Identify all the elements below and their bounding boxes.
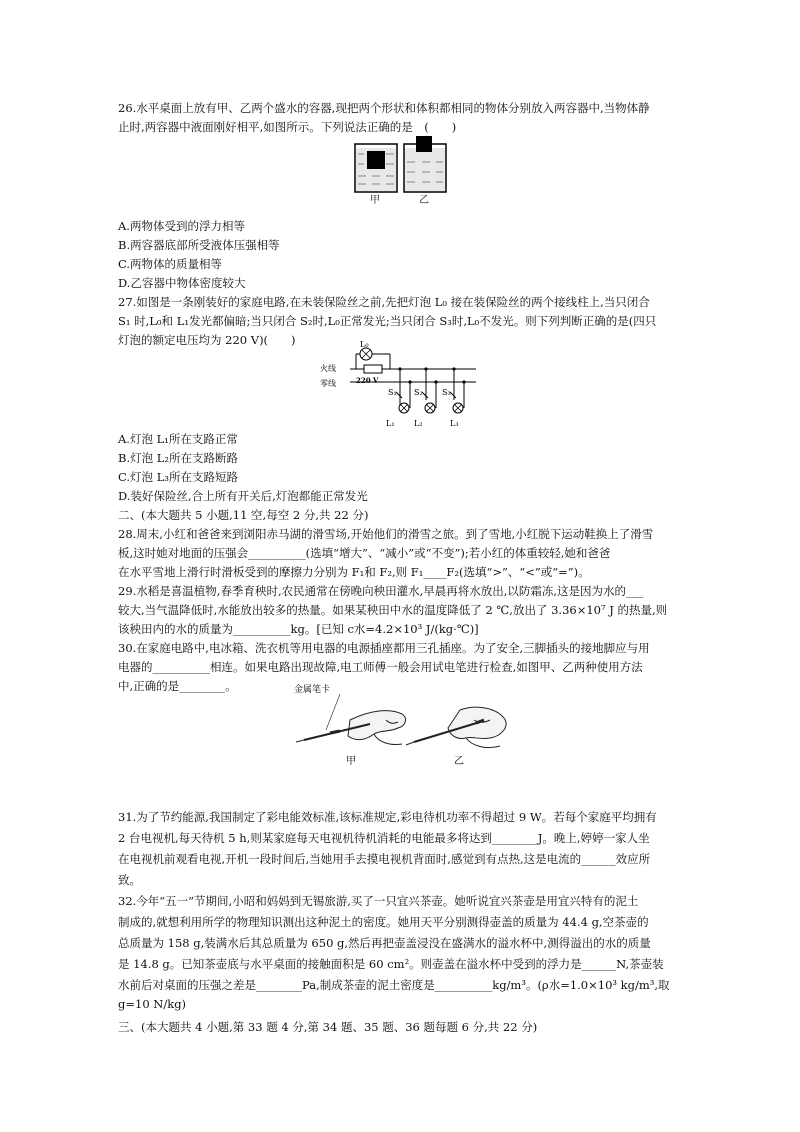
q28-line3: 在水平雪地上滑行时滑板受到的摩擦力分别为 F₁和 F₂,则 F₁____F₂(选填“>”、“<”或“=”)。 — [118, 565, 590, 579]
section-3-heading: 三、(本大题共 4 小题,第 33 题 4 分,第 34 题、35 题、36 题每题 6 分,共 22 分) — [118, 1020, 538, 1034]
q27-circuit-figure — [318, 340, 478, 430]
q27-option-c: C.灯泡 L₃所在支路短路 — [118, 470, 238, 484]
q26-option-c: C.两物体的质量相等 — [118, 257, 223, 271]
q29-line2: 较大,当气温降低时,水能放出较多的热量。如果某秧田中水的温度降低了 2 ℃,放出了 3.36×10⁷ J 的热量,则 — [118, 603, 668, 617]
q31-line1: 31.为了节约能源,我国制定了彩电能效标准,该标准规定,彩电待机功率不得超过 9 W。若每个家庭平均拥有 — [118, 810, 657, 824]
object-jia — [367, 151, 385, 169]
q28-line1: 28.周末,小红和爸爸来到浏阳赤马湖的滑雪场,开始他们的滑雪之旅。到了雪地,小红脱下运动鞋换上了滑雪 — [118, 527, 654, 541]
q30-line1: 30.在家庭电路中,电冰箱、洗衣机等用电器的电源插座都用三孔插座。为了安全,三脚插头的接地脚应与用 — [118, 641, 650, 655]
label-l1: L₁ — [386, 419, 395, 428]
q32-line1: 32.今年“五一”节期间,小昭和妈妈到无锡旅游,买了一只宜兴茶壶。她听说宜兴茶壶是用宜兴特有的泥土 — [118, 894, 639, 908]
q27-stem-line3: 灯泡的额定电压均为 220 V)( ) — [118, 333, 296, 347]
q28-line2: 板,这时她对地面的压强会__________(选填“增大”、“减小”或“不变”);若小红的体重较轻,她和爸爸 — [118, 546, 611, 560]
label-live: 火线 — [320, 364, 336, 373]
q30-label-pen-clip: 金属笔卡 — [294, 685, 331, 695]
q26-label-jia: 甲 — [370, 195, 380, 206]
q32-line6: g=10 N/kg) — [118, 997, 187, 1011]
q26-stem-line2: 止时,两容器中液面刚好相平,如图所示。下列说法正确的是 ( ) — [118, 120, 457, 134]
q32-line5: 水前后对桌面的压强之差是________Pa,制成茶壶的泥土密度是__________kg/m³。(ρ水=1.0×10³ kg/m³,取 — [118, 978, 670, 992]
q31-line2: 2 台电视机,每天待机 5 h,则某家庭每天电视机待机消耗的电能最多将达到________J。晚上,婷婷一家人坐 — [118, 831, 650, 845]
q26-option-b: B.两容器底部所受液体压强相等 — [118, 238, 280, 252]
label-s3: S₃ — [442, 388, 451, 397]
q27-stem-line2: S₁ 时,L₀和 L₁发光都偏暗;当只闭合 S₂时,L₀正常发光;当只闭合 S₃时,L₀不发光。则下列判断正确的是(四只 — [118, 314, 657, 328]
q27-stem-line1: 27.如图是一条刚装好的家庭电路,在未装保险丝之前,先把灯泡 L₀ 接在装保险丝的两个接线柱上,当只闭合 — [118, 295, 650, 309]
q30-label-jia: 甲 — [346, 756, 356, 767]
section-2-heading: 二、(本大题共 5 小题,11 空,每空 2 分,共 22 分) — [118, 508, 369, 522]
q31-line3: 在电视机前观看电视,开机一段时间后,当她用手去摸电视机背面时,感觉到有点热,这是电流的______效应所 — [118, 852, 651, 866]
label-l3: L₃ — [450, 419, 459, 428]
label-s1: S₁ — [388, 388, 397, 397]
label-neutral: 零线 — [320, 379, 336, 388]
q26-option-d: D.乙容器中物体密度较大 — [118, 276, 246, 290]
label-l0: L₀ — [360, 340, 369, 349]
q31-line4: 致。 — [118, 873, 141, 887]
q26-option-a: A.两物体受到的浮力相等 — [118, 219, 245, 233]
q29-line3: 该秧田内的水的质量为__________kg。[已知 c水=4.2×10³ J/(kg·℃)] — [118, 622, 479, 636]
q27-option-b: B.灯泡 L₂所在支路断路 — [118, 451, 239, 465]
label-l2: L₂ — [414, 419, 423, 428]
q30-label-yi: 乙 — [454, 756, 464, 767]
q26-containers-figure — [352, 134, 452, 202]
q30-test-pen-figure — [290, 680, 520, 770]
q30-line3: 中,正确的是________。 — [118, 679, 237, 693]
label-voltage: 220 V — [356, 376, 379, 385]
q26-label-yi: 乙 — [419, 195, 429, 206]
q27-option-a: A.灯泡 L₁所在支路正常 — [118, 432, 238, 446]
q32-line4: 是 14.8 g。已知茶壶底与水平桌面的接触面积是 60 cm²。则壶盖在溢水杯中受到的浮力是______N,茶壶装 — [118, 957, 664, 971]
q27-option-d: D.装好保险丝,合上所有开关后,灯泡都能正常发光 — [118, 489, 368, 503]
object-yi — [416, 136, 432, 152]
q32-line3: 总质量为 158 g,装满水后其总质量为 650 g,然后再把壶盖浸没在盛满水的溢水杯中,测得溢出的水的质量 — [118, 936, 651, 950]
q29-line1: 29.水稻是喜温植物,春季育秧时,农民通常在傍晚向秧田灌水,早晨再将水放出,以防霜冻,这是因为水的___ — [118, 584, 644, 598]
q30-line2: 电器的__________相连。如果电路出现故障,电工师傅一般会用试电笔进行检查,如图甲、乙两种使用方法 — [118, 660, 643, 674]
q26-stem-line1: 26.水平桌面上放有甲、乙两个盛水的容器,现把两个形状和体积都相同的物体分别放入两容器中,当物体静 — [118, 101, 650, 115]
label-s2: S₂ — [414, 388, 423, 397]
q32-line2: 制成的,就想利用所学的物理知识测出这种泥土的密度。她用天平分别测得壶盖的质量为 44.4 g,空茶壶的 — [118, 915, 649, 929]
container-jia — [355, 144, 397, 192]
container-yi — [404, 136, 446, 192]
